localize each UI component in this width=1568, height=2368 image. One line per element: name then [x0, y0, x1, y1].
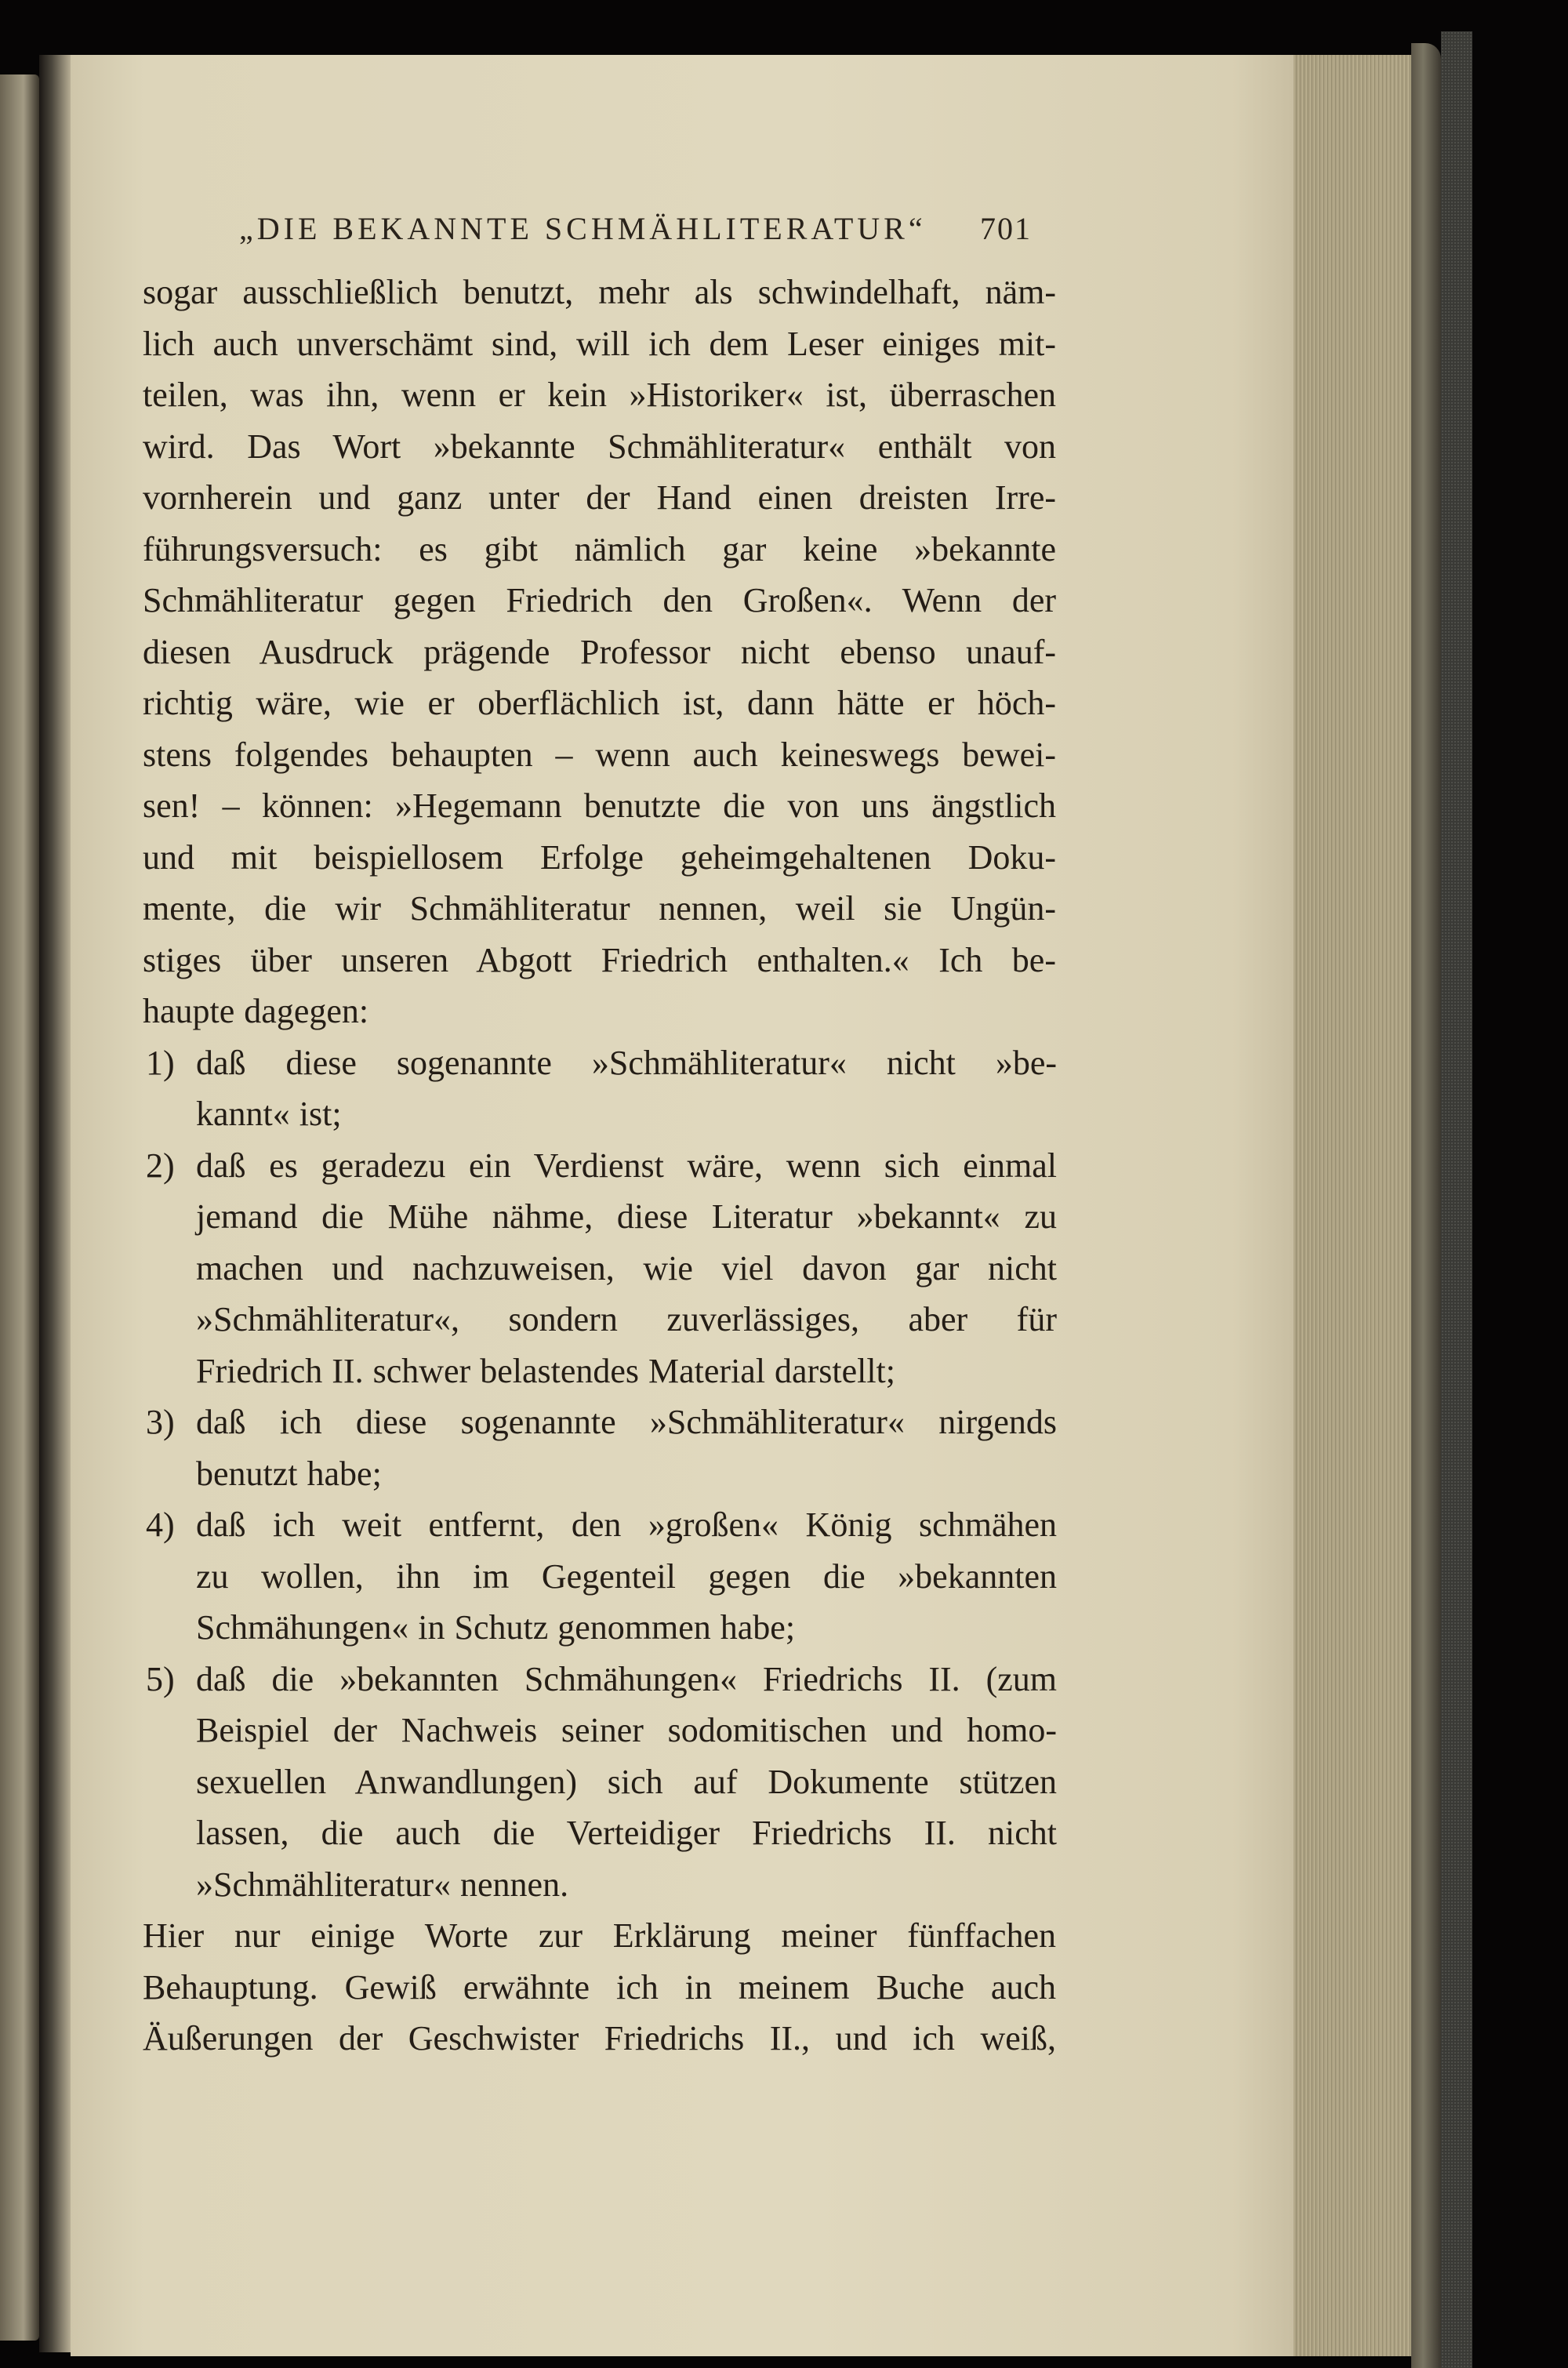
text-line: lassen, die auch die Verteidiger Friedrichs II. nicht: [196, 1814, 1057, 1852]
text-line: vornherein und ganz unter der Hand einen dreisten Irre-: [143, 478, 1056, 517]
cover-board: [1441, 31, 1472, 2368]
intro-paragraph: [143, 267, 1056, 1037]
text-line: jemand die Mühe nähme, diese Literatur »bekannt« zu: [196, 1197, 1057, 1236]
text-line: Beispiel der Nachweis seiner sodomitischen und homo-: [196, 1711, 1057, 1749]
text-line: daß ich diese sogenannte »Schmähliteratur« nirgends: [196, 1403, 1057, 1441]
text-line: daß es geradezu ein Verdienst wäre, wenn sich einmal: [196, 1146, 1057, 1185]
text-line: sexuellen Anwandlungen) sich auf Dokumente stützen: [196, 1762, 1057, 1801]
list-item: [143, 1037, 1056, 1140]
list-number: 4): [146, 1505, 175, 1544]
closing-paragraph: [143, 1910, 1056, 2065]
list-item: [143, 1499, 1056, 1654]
text-line: richtig wäre, wie er oberflächlich ist, dann hätte er höch-: [143, 684, 1056, 722]
text-line: teilen, was ihn, wenn er kein »Historiker« ist, überraschen: [143, 376, 1056, 414]
text-line: stiges über unseren Abgott Friedrich enthalten.« Ich be-: [143, 940, 1056, 979]
text-line: diesen Ausdruck prägende Professor nicht ebenso unauf-: [143, 632, 1056, 671]
list-item: [143, 1654, 1056, 1911]
text-line: Friedrich II. schwer belastendes Material darstellt;: [196, 1351, 896, 1390]
running-header: [239, 210, 1054, 247]
list-number: 3): [146, 1403, 175, 1441]
text-line: führungsversuch: es gibt nämlich gar keine »bekannte: [143, 529, 1056, 568]
text-line: Schmähliteratur gegen Friedrich den Großen«. Wenn der: [143, 581, 1056, 619]
text-line: Äußerungen der Geschwister Friedrichs II., und ich weiß,: [143, 2019, 1056, 2057]
text-line: Hier nur einige Worte zur Erklärung meiner fünffachen: [143, 1916, 1056, 1955]
text-line: sogar ausschließlich benutzt, mehr als schwindelhaft, näm-: [143, 273, 1056, 311]
list-item: [143, 1140, 1056, 1397]
list-number: 5): [146, 1659, 175, 1698]
body-text: [143, 267, 1056, 2065]
text-line: stens folgendes behaupten – wenn auch keineswegs bewei-: [143, 735, 1056, 774]
book-gutter: [39, 55, 71, 2352]
text-line: daß ich weit entfernt, den »großen« König schmähen: [196, 1505, 1057, 1544]
text-line: »Schmähliteratur«, sondern zuverlässiges, aber für: [196, 1300, 1057, 1338]
text-line: Behauptung. Gewiß erwähnte ich in meinem Buche auch: [143, 1967, 1056, 2007]
list-number: 2): [146, 1146, 175, 1185]
text-line: daß diese sogenannte »Schmähliteratur« nicht »be-: [196, 1043, 1057, 1082]
book-cover-edge: [1411, 43, 1441, 2368]
text-line: sen! – können: »Hegemann benutzte die von uns ängstlich: [143, 786, 1056, 825]
list-number: 1): [146, 1043, 175, 1082]
running-title: „DIE BEKANNTE SCHMÄHLITERATUR“: [239, 211, 927, 246]
text-line: kannt« ist;: [196, 1095, 342, 1133]
text-line: wird. Das Wort »bekannte Schmähliteratur« enthält von: [143, 427, 1056, 466]
facing-page-edge: [0, 74, 39, 2341]
text-line: Schmähungen« in Schutz genommen habe;: [196, 1608, 796, 1647]
text-line: lich auch unverschämt sind, will ich dem Leser einiges mit-: [143, 324, 1056, 363]
page-number: 701: [980, 211, 1032, 246]
text-line: und mit beispiellosem Erfolge geheimgehaltenen Doku-: [143, 837, 1056, 877]
text-line: zu wollen, ihn im Gegenteil gegen die »bekannten: [196, 1556, 1057, 1596]
text-line: daß die »bekannten Schmähungen« Friedrichs II. (zum: [196, 1659, 1057, 1698]
text-line: machen und nachzuweisen, wie viel davon gar nicht: [196, 1248, 1057, 1288]
text-line: mente, die wir Schmähliteratur nennen, weil sie Ungün-: [143, 889, 1056, 928]
list-item: [143, 1396, 1056, 1499]
text-line: benutzt habe;: [196, 1454, 382, 1493]
page-stack-edges: [1294, 55, 1411, 2356]
text-line: haupte dagegen:: [143, 992, 369, 1030]
text-line: »Schmähliteratur« nennen.: [196, 1865, 569, 1904]
